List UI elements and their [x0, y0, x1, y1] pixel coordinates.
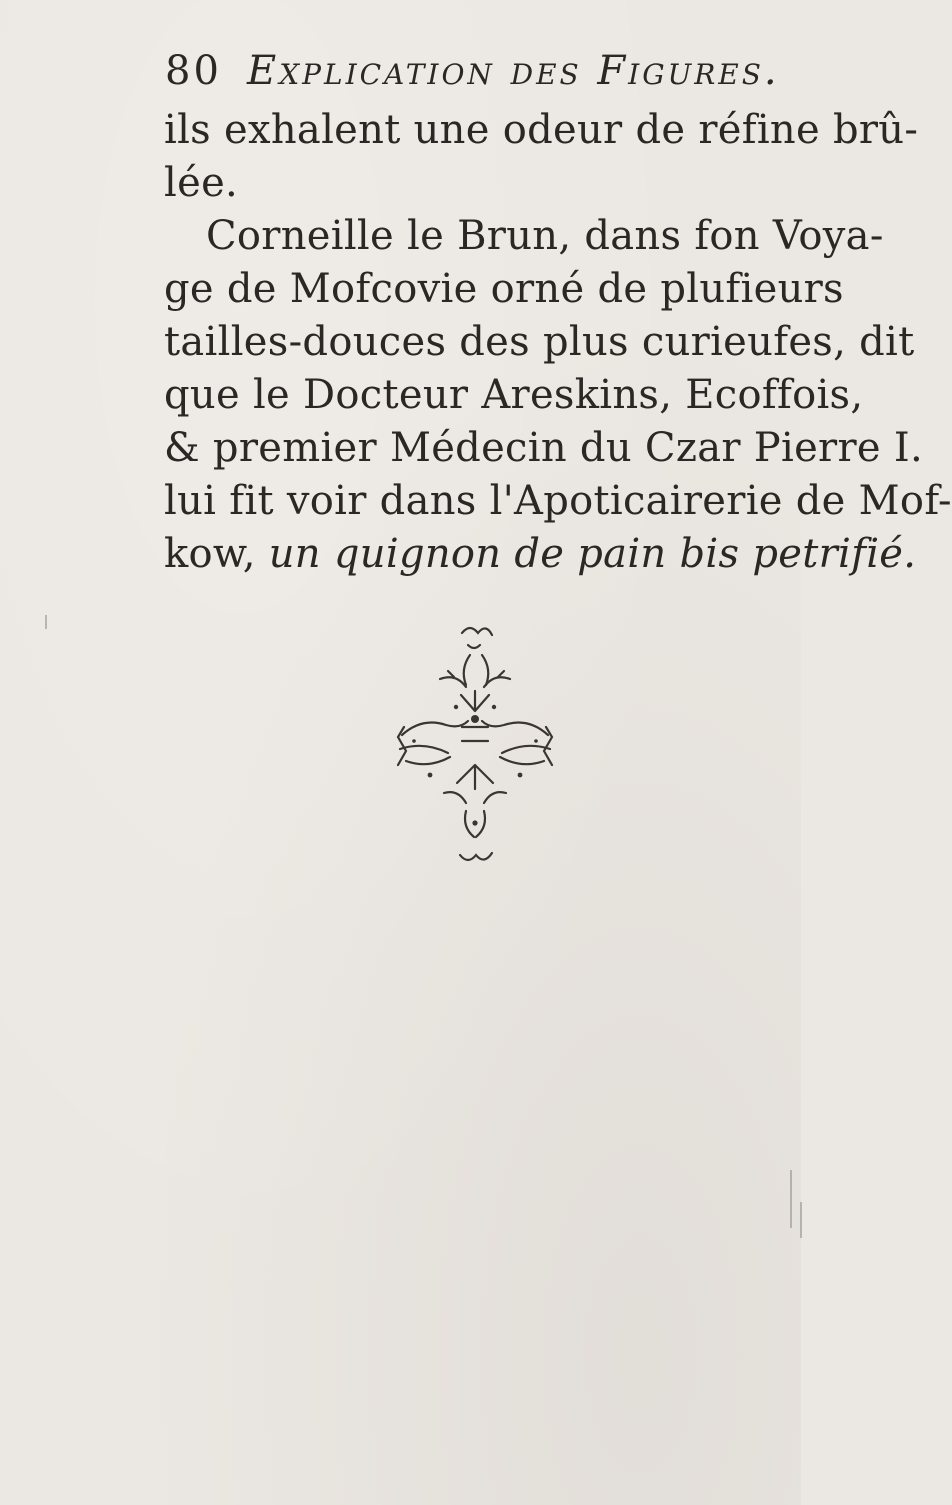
final-text-line: [164, 528, 917, 581]
text-line: tailles-douces des plus curieufes, dit: [164, 319, 915, 365]
paragraph-start-line: Corneille le Brun, dans fon Voya-: [206, 213, 884, 259]
text-line: que le Docteur Areskins, Ecoffois,: [164, 372, 864, 418]
text-line: ge de Mofcovie orné de plufieurs: [164, 266, 844, 312]
text-line: & premier Médecin du Czar Pierre I.: [164, 425, 923, 471]
paper-blemish: [800, 1202, 802, 1238]
floral-tailpiece-ornament-icon: [370, 615, 580, 875]
running-title: Explication des Figures.: [247, 48, 780, 94]
text-line: lui fit voir dans l'Apoticairerie de Mof-: [164, 478, 952, 524]
text-line: ils exhalent une odeur de réfine brû-: [164, 107, 919, 153]
paper-blemish: [45, 615, 47, 629]
page-number: 80: [165, 48, 222, 94]
paper-blemish: [790, 1170, 792, 1228]
body-text: [164, 104, 952, 581]
final-line-italic: un quignon de pain bis petrifié.: [268, 531, 917, 577]
running-head: [165, 48, 780, 94]
text-line: lée.: [164, 160, 239, 206]
final-line-roman: kow,: [164, 531, 269, 577]
